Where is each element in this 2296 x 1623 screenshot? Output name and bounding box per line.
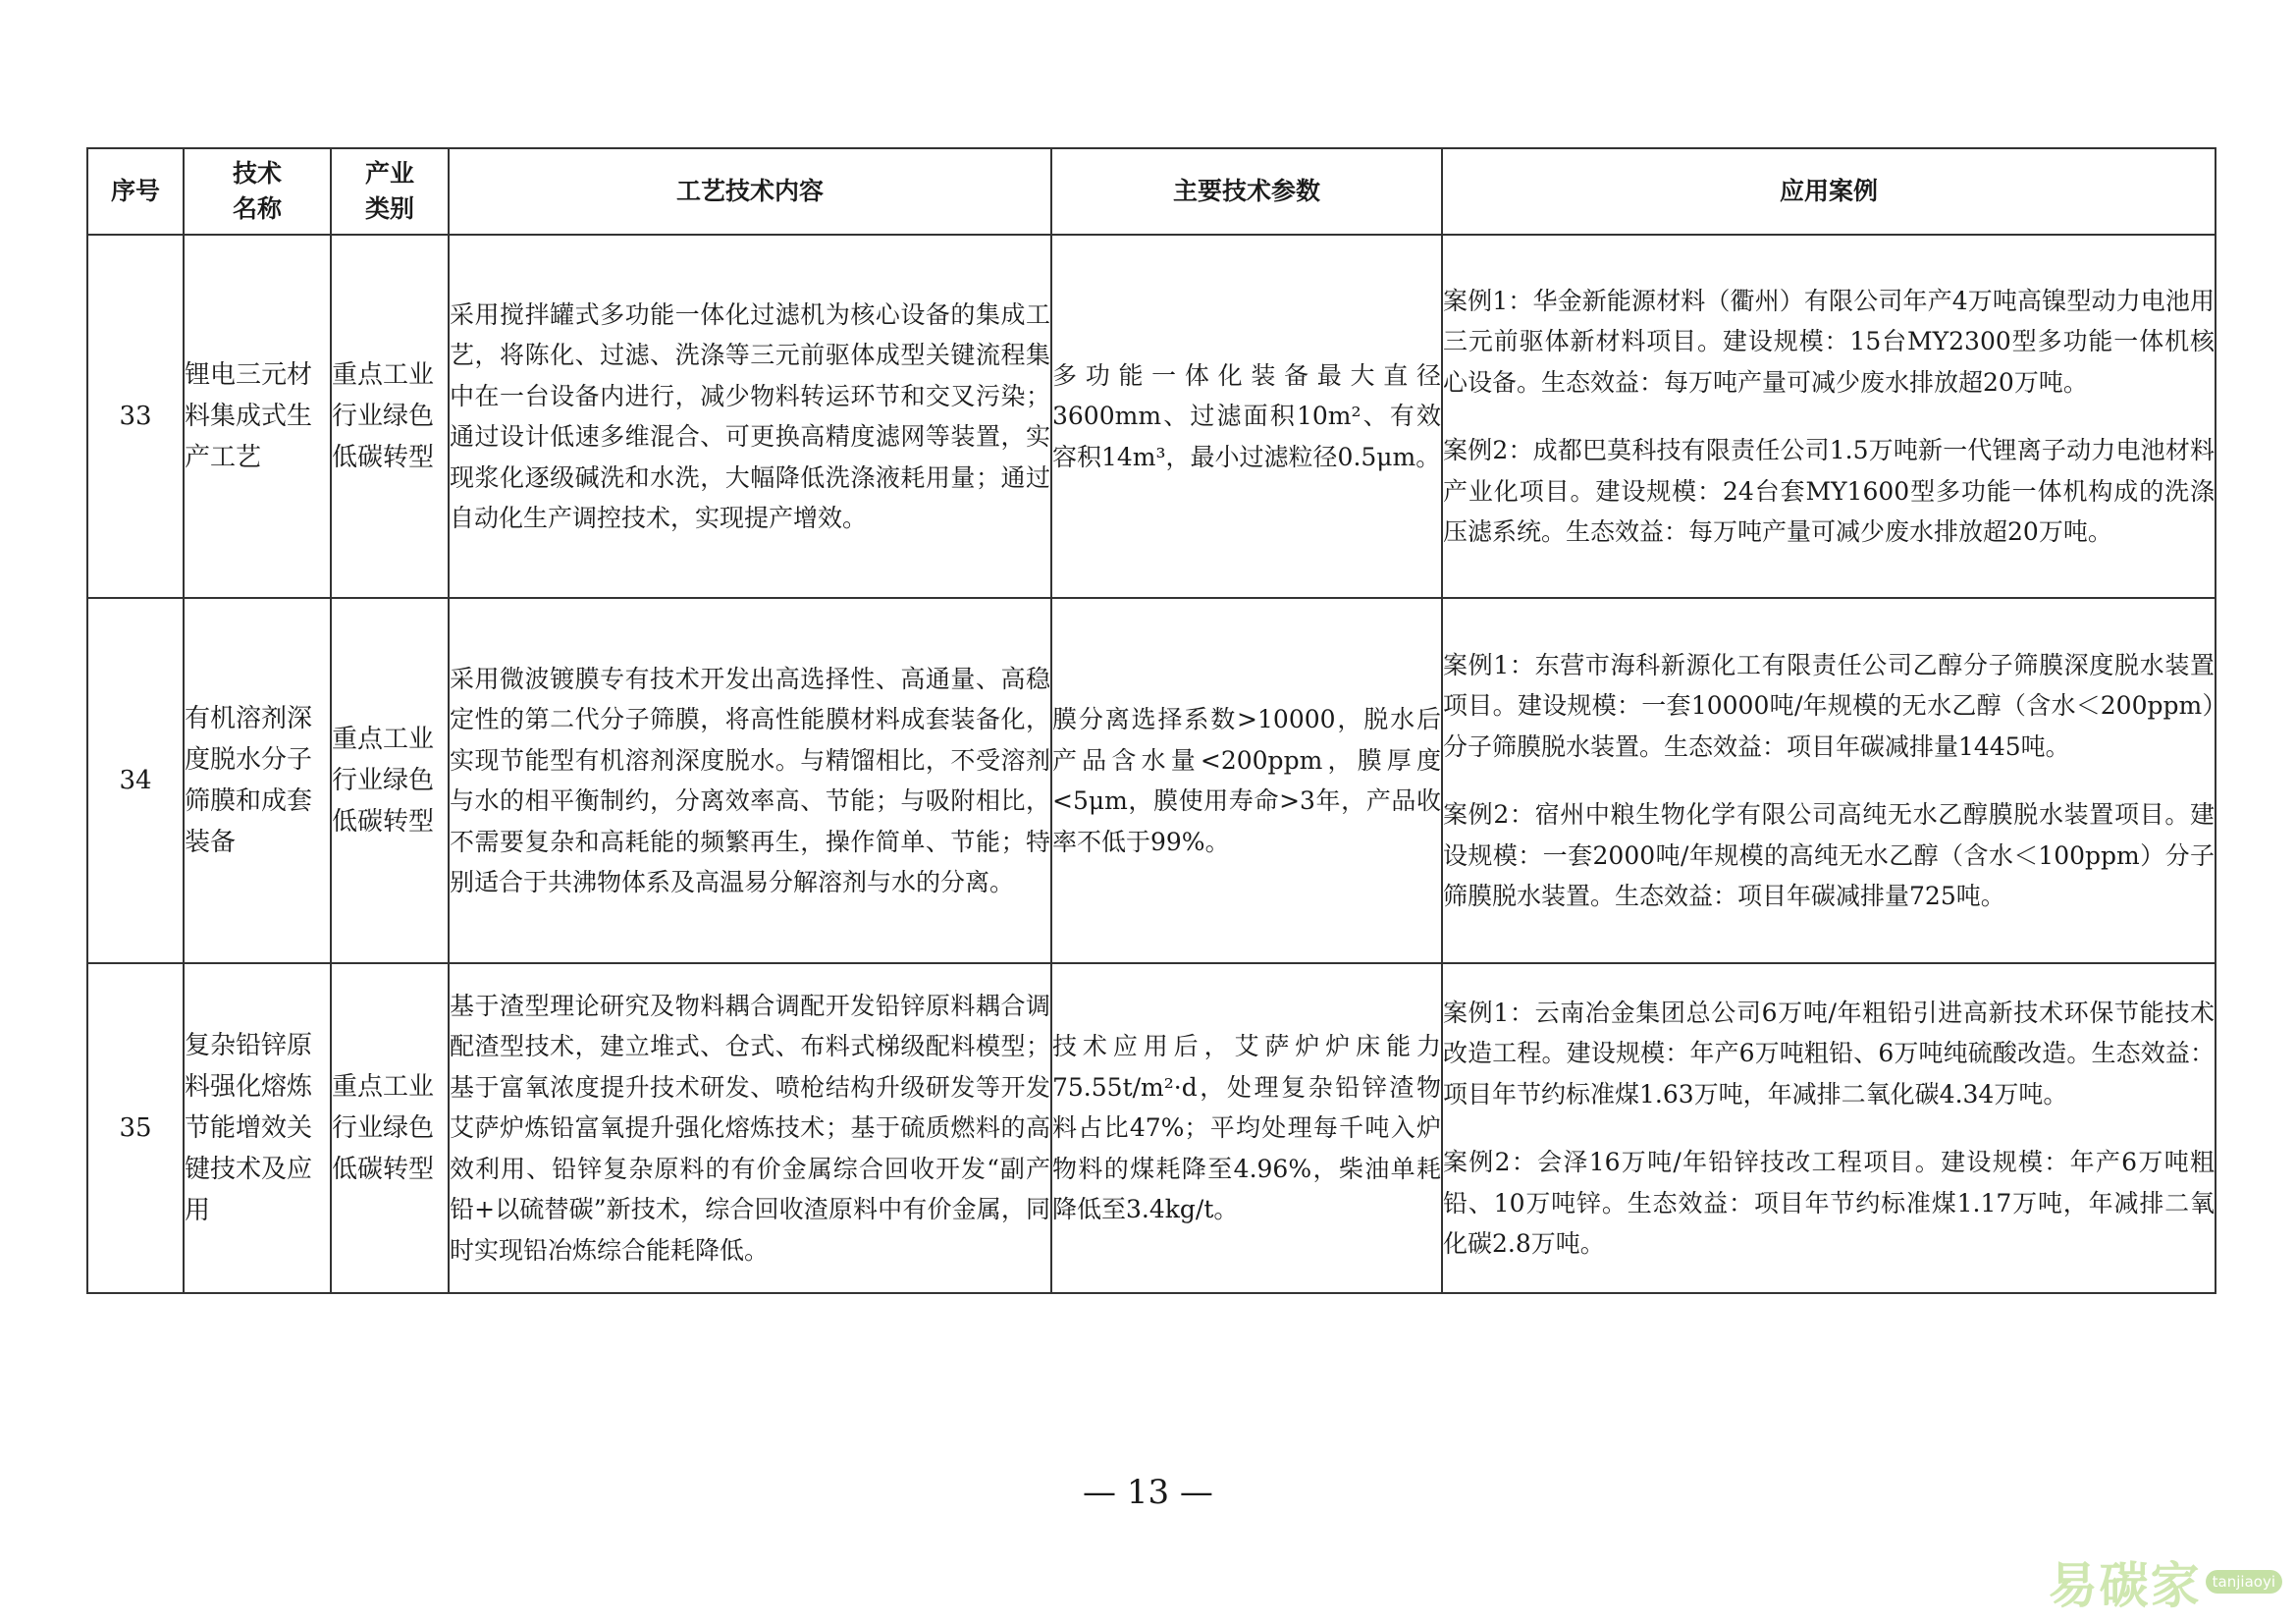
row-main-params: 多功能一体化装备最大直径3600mm、过滤面积10m²、有效容积14m³，最小过滤粒径0.5μm。 bbox=[1051, 235, 1442, 598]
row-category: 重点工业行业绿色低碳转型 bbox=[331, 235, 449, 598]
row-application-cases bbox=[1442, 598, 2216, 963]
watermark-badge: tanjiaoyi bbox=[2206, 1570, 2282, 1594]
row-tech-name: 锂电三元材料集成式生产工艺 bbox=[184, 235, 331, 598]
case-paragraph: 案例2：成都巴莫科技有限责任公司1.5万吨新一代锂离子动力电池材料产业化项目。建设规模：24台套MY1600型多功能一体机构成的洗涤压滤系统。生态效益：每万吨产量可减少废水排放超20万吨。 bbox=[1443, 436, 2215, 546]
header-tech-name-line1: 技术 bbox=[232, 159, 282, 188]
case-paragraph: 案例1：东营市海科新源化工有限责任公司乙醇分子筛膜深度脱水装置项目。建设规模：一套10000吨/年规模的无水乙醇（含水＜200ppm）分子筛膜脱水装置。生态效益：项目年碳减排量1445吨。 bbox=[1443, 650, 2215, 761]
table-row bbox=[87, 963, 2216, 1293]
header-tech-name bbox=[184, 148, 331, 235]
case-paragraph: 案例2：宿州中粮生物化学有限公司高纯无水乙醇膜脱水装置项目。建设规模：一套2000吨/年规模的高纯无水乙醇（含水＜100ppm）分子筛膜脱水装置。生态效益：项目年碳减排量725吨。 bbox=[1443, 800, 2215, 910]
header-main-params: 主要技术参数 bbox=[1051, 148, 1442, 235]
row-tech-name: 有机溶剂深度脱水分子筛膜和成套装备 bbox=[184, 598, 331, 963]
header-seq: 序号 bbox=[87, 148, 184, 235]
row-application-cases bbox=[1442, 963, 2216, 1293]
case-paragraph: 案例2：会泽16万吨/年铅锌技改工程项目。建设规模：年产6万吨粗铅、10万吨锌。生态效益：项目年节约标准煤1.17万吨，年减排二氧化碳2.8万吨。 bbox=[1443, 1148, 2215, 1258]
row-main-params: 技术应用后，艾萨炉炉床能力75.55t/m²·d，处理复杂铅锌渣物料占比47%；平均处理每千吨入炉物料的煤耗降至4.96%，柴油单耗降低至3.4kg/t。 bbox=[1051, 963, 1442, 1293]
header-industry-category bbox=[331, 148, 449, 235]
watermark-logo bbox=[2049, 1546, 2282, 1617]
row-process-content: 采用微波镀膜专有技术开发出高选择性、高通量、高稳定性的第二代分子筛膜，将高性能膜材料成套装备化，实现节能型有机溶剂深度脱水。与精馏相比，不受溶剂与水的相平衡制约，分离效率高、节能；与吸附相比，不需要复杂和高耗能的频繁再生，操作简单、节能；特别适合于共沸物体系及高温易分解溶剂与水的分离。 bbox=[449, 598, 1051, 963]
header-process-content: 工艺技术内容 bbox=[449, 148, 1051, 235]
watermark-text: 易碳家 bbox=[2048, 1557, 2202, 1614]
row-main-params: 膜分离选择系数>10000，脱水后产品含水量<200ppm，膜厚度<5μm，膜使用寿命>3年，产品收率不低于99%。 bbox=[1051, 598, 1442, 963]
case-paragraph: 案例1：云南冶金集团总公司6万吨/年粗铅引进高新技术环保节能技术改造工程。建设规模：年产6万吨粗铅、6万吨纯硫酸改造。生态效益：项目年节约标准煤1.63万吨，年减排二氧化碳4.34万吨。 bbox=[1443, 998, 2215, 1109]
row-application-cases bbox=[1442, 235, 2216, 598]
row-category: 重点工业行业绿色低碳转型 bbox=[331, 598, 449, 963]
case-paragraph: 案例1：华金新能源材料（衢州）有限公司年产4万吨高镍型动力电池用三元前驱体新材料项目。建设规模：15台MY2300型多功能一体机核心设备。生态效益：每万吨产量可减少废水排放超20万吨。 bbox=[1443, 286, 2215, 397]
table-row bbox=[87, 598, 2216, 963]
row-tech-name: 复杂铅锌原料强化熔炼节能增效关键技术及应用 bbox=[184, 963, 331, 1293]
header-category-line2: 类别 bbox=[364, 194, 414, 223]
row-seq: 33 bbox=[87, 235, 184, 598]
table-row bbox=[87, 235, 2216, 598]
row-category: 重点工业行业绿色低碳转型 bbox=[331, 963, 449, 1293]
row-seq: 34 bbox=[87, 598, 184, 963]
row-process-content: 基于渣型理论研究及物料耦合调配开发铅锌原料耦合调配渣型技术，建立堆式、仓式、布料式梯级配料模型；基于富氧浓度提升技术研发、喷枪结构升级研发等开发艾萨炉炼铅富氧提升强化熔炼技术；基于硫质燃料的高效利用、铅锌复杂原料的有价金属综合回收开发“副产铅+以硫替碳”新技术，综合回收渣原料中有价金属，同时实现铅冶炼综合能耗降低。 bbox=[449, 963, 1051, 1293]
header-tech-name-line2: 名称 bbox=[232, 194, 282, 223]
header-category-line1: 产业 bbox=[364, 159, 414, 188]
header-application-cases: 应用案例 bbox=[1442, 148, 2216, 235]
row-seq: 35 bbox=[87, 963, 184, 1293]
table-header-row bbox=[87, 148, 2216, 235]
row-process-content: 采用搅拌罐式多功能一体化过滤机为核心设备的集成工艺，将陈化、过滤、洗涤等三元前驱体成型关键流程集中在一台设备内进行，减少物料转运环节和交叉污染；通过设计低速多维混合、可更换高精度滤网等装置，实现浆化逐级碱洗和水洗，大幅降低洗涤液耗用量；通过自动化生产调控技术，实现提产增效。 bbox=[449, 235, 1051, 598]
page-number: — 13 — bbox=[1083, 1473, 1213, 1512]
technology-table bbox=[86, 147, 2216, 1294]
